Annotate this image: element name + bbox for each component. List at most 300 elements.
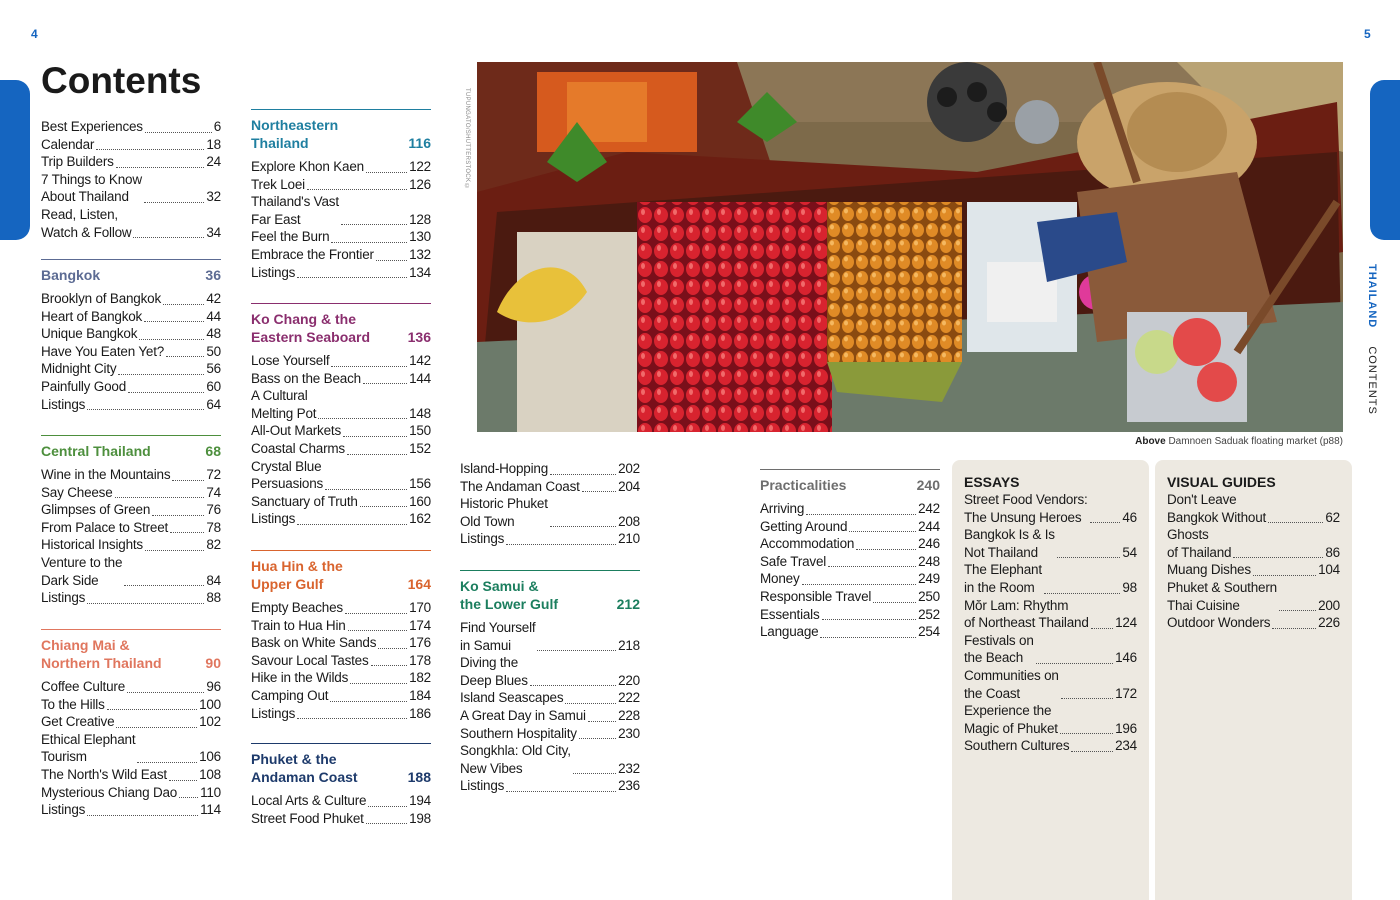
toc-entry[interactable] <box>760 553 940 571</box>
toc-entry[interactable] <box>251 687 431 705</box>
dot-leader <box>107 709 197 710</box>
toc-entry[interactable] <box>460 742 640 777</box>
toc-entry-title: Responsible Travel <box>760 588 872 604</box>
toc-entry[interactable] <box>964 526 1137 561</box>
section-page: 188 <box>407 769 431 785</box>
section-heading <box>251 110 431 152</box>
panel-title: VISUAL GUIDES <box>1167 474 1276 490</box>
toc-entry-title: Trek Loei <box>251 176 305 192</box>
toc-entry-title: Lose Yourself <box>251 353 330 368</box>
toc-entry[interactable] <box>41 731 221 766</box>
toc-entry-page: 24 <box>206 154 221 170</box>
toc-entry-page: 96 <box>206 679 221 694</box>
toc-entry[interactable] <box>251 370 431 388</box>
toc-entry[interactable] <box>41 536 221 554</box>
toc-entry-title: Diving the Deep Blues <box>460 655 528 688</box>
caption-label: Above <box>1135 436 1166 447</box>
toc-entry-page: 50 <box>206 343 221 359</box>
dot-leader <box>806 514 916 515</box>
toc-entry[interactable] <box>41 118 221 136</box>
running-header-country: THAILAND <box>1366 264 1378 329</box>
section-title: Central Thailand <box>41 443 151 459</box>
section-page: 212 <box>616 596 640 612</box>
toc-entry[interactable] <box>251 228 431 246</box>
toc-entry[interactable] <box>460 654 640 689</box>
section-heading <box>251 744 431 786</box>
dot-leader <box>124 585 204 586</box>
dot-leader <box>822 619 917 620</box>
toc-bangkok <box>41 259 221 413</box>
section-heading <box>41 436 221 460</box>
dot-leader <box>802 584 917 585</box>
toc-entry[interactable] <box>1167 491 1340 526</box>
toc-entry-title: Listings <box>41 802 86 818</box>
toc-entry[interactable] <box>460 478 640 496</box>
toc-entry-page: 196 <box>1115 720 1137 736</box>
toc-entry[interactable] <box>41 308 221 326</box>
section-title: Phuket & the Andaman Coast <box>251 751 358 785</box>
toc-entry[interactable] <box>460 777 640 795</box>
dot-leader <box>1044 593 1120 594</box>
toc-entry-page: 184 <box>409 687 431 703</box>
toc-entry-title: Train to Hua Hin <box>251 617 346 633</box>
toc-entry[interactable] <box>251 510 431 528</box>
toc-entry-page: 242 <box>918 501 940 516</box>
section-title: Practicalities <box>760 477 847 493</box>
toc-entry-title: All-Out Markets <box>251 423 342 439</box>
dot-leader <box>152 515 204 516</box>
toc-entry-page: 62 <box>1325 509 1340 525</box>
toc-entry-page: 204 <box>618 478 640 494</box>
visual-guides-panel <box>1155 460 1352 900</box>
toc-phuket <box>251 743 431 827</box>
section-title: Hua Hin & the Upper Gulf <box>251 558 343 592</box>
toc-entry[interactable] <box>251 246 431 264</box>
toc-entry[interactable] <box>1167 614 1340 632</box>
toc-entry-title: Hike in the Wilds <box>251 670 349 686</box>
toc-entry[interactable] <box>41 325 221 343</box>
toc-entry-page: 48 <box>206 326 221 342</box>
toc-entry-page: 218 <box>618 637 640 653</box>
toc-entry-page: 98 <box>1122 579 1137 595</box>
dot-leader <box>1090 522 1121 523</box>
toc-entry[interactable] <box>1167 561 1340 579</box>
toc-entry[interactable] <box>760 588 940 606</box>
toc-entry[interactable] <box>251 158 431 176</box>
toc-entry[interactable] <box>251 792 431 810</box>
toc-entry[interactable] <box>964 667 1137 702</box>
dot-leader <box>115 497 205 498</box>
toc-entry-page: 156 <box>409 476 431 492</box>
dot-leader <box>345 613 407 614</box>
dot-leader <box>828 566 916 567</box>
toc-entry-title: Outdoor Wonders <box>1167 615 1271 631</box>
section-page: 90 <box>205 655 221 671</box>
toc-entry-page: 46 <box>1122 509 1137 525</box>
toc-entry-page: 230 <box>618 725 640 741</box>
toc-entry[interactable] <box>41 766 221 784</box>
dot-leader <box>550 526 616 527</box>
dot-leader <box>1253 575 1316 576</box>
toc-entry[interactable] <box>41 153 221 171</box>
section-heading <box>41 630 221 672</box>
toc-entry[interactable] <box>964 632 1137 667</box>
toc-entry-page: 226 <box>1318 615 1340 631</box>
toc-entry[interactable] <box>41 696 221 714</box>
dot-leader <box>573 773 616 774</box>
toc-entry[interactable] <box>760 500 940 518</box>
toc-entry-title: Bass on the Beach <box>251 370 361 386</box>
toc-entry[interactable] <box>460 530 640 548</box>
section-heading <box>251 304 431 346</box>
dot-leader <box>1233 557 1323 558</box>
toc-entry-title: Camping Out <box>251 687 329 703</box>
floating-market-illustration <box>477 62 1343 432</box>
dot-leader <box>582 491 616 492</box>
toc-entry-page: 142 <box>409 353 431 368</box>
toc-entry-title: Venture to the Dark Side <box>41 554 123 588</box>
toc-entry-page: 194 <box>409 793 431 808</box>
toc-entry-title: Get Creative <box>41 714 115 730</box>
dot-leader <box>537 650 616 651</box>
toc-entry-title: Mŏr Lam: Rhythm of Northeast Thailand <box>964 597 1089 631</box>
toc-entry-title: Island-Hopping <box>460 461 549 476</box>
dot-leader <box>376 260 407 261</box>
dot-leader <box>347 454 407 455</box>
toc-entry[interactable] <box>251 176 431 194</box>
toc-entry[interactable] <box>964 702 1137 737</box>
dot-leader <box>116 167 205 168</box>
toc-entry-page: 200 <box>1318 597 1340 613</box>
toc-entry-title: Money <box>760 571 800 587</box>
toc-entry[interactable] <box>251 422 431 440</box>
toc-entry-page: 186 <box>409 705 431 721</box>
section-title: Ko Chang & the Eastern Seaboard <box>251 311 371 345</box>
toc-entry-page: 150 <box>409 423 431 439</box>
dot-leader <box>331 366 407 367</box>
dot-leader <box>378 648 407 649</box>
dot-leader <box>170 532 204 533</box>
toc-entry-title: Calendar <box>41 136 95 152</box>
toc-hua-hin <box>251 550 431 722</box>
toc-entry-page: 172 <box>1115 685 1137 701</box>
toc-entry-title: Ghosts of Thailand <box>1167 527 1232 560</box>
toc-entry[interactable] <box>251 669 431 687</box>
chapter-tab-right <box>1370 80 1400 240</box>
dot-leader <box>297 524 407 525</box>
toc-entry[interactable] <box>251 617 431 635</box>
toc-entry[interactable] <box>41 554 221 589</box>
section-page: 68 <box>205 443 221 459</box>
toc-entry-title: Embrace the Frontier <box>251 246 374 262</box>
toc-entry-title: Local Arts & Culture <box>251 793 367 808</box>
toc-entry[interactable] <box>41 589 221 607</box>
toc-entry[interactable] <box>251 652 431 670</box>
dot-leader <box>96 149 204 150</box>
toc-northeastern-thailand <box>251 109 431 281</box>
toc-entry-page: 6 <box>213 119 221 134</box>
toc-entry-page: 244 <box>918 518 940 534</box>
dot-leader <box>169 780 197 781</box>
dot-leader <box>127 692 204 693</box>
toc-entry[interactable] <box>760 623 940 641</box>
toc-entry-title: Have You Eaten Yet? <box>41 343 165 359</box>
toc-entry-page: 144 <box>409 370 431 386</box>
toc-entry[interactable] <box>41 396 221 414</box>
toc-entry[interactable] <box>41 713 221 731</box>
toc-entry[interactable] <box>1167 526 1340 561</box>
section-heading <box>41 260 221 284</box>
toc-essays <box>964 474 1137 755</box>
dot-leader <box>506 544 616 545</box>
toc-entry-title: The Andaman Coast <box>460 478 580 494</box>
toc-entry-title: Unique Bangkok <box>41 326 138 342</box>
toc-entry[interactable] <box>41 206 221 241</box>
toc-entry-page: 108 <box>199 766 221 782</box>
dot-leader <box>1071 751 1113 752</box>
toc-entry-page: 86 <box>1325 544 1340 560</box>
toc-entry-title: Listings <box>251 264 296 280</box>
toc-entry-title: Trip Builders <box>41 154 114 170</box>
toc-entry-title: Getting Around <box>760 518 848 534</box>
toc-chiang-mai <box>41 629 221 819</box>
toc-entry-title: Experience the Magic of Phuket <box>964 703 1058 736</box>
toc-entry-title: Sanctuary of Truth <box>251 493 358 509</box>
toc-entry[interactable] <box>251 458 431 493</box>
toc-entry[interactable] <box>460 725 640 743</box>
dot-leader <box>873 602 916 603</box>
toc-entry-title: Safe Travel <box>760 553 827 569</box>
section-title: Bangkok <box>41 267 101 283</box>
toc-entry-page: 228 <box>618 707 640 723</box>
toc-entry-page: 82 <box>206 537 221 553</box>
toc-entry[interactable] <box>964 491 1137 526</box>
toc-entry-title: Listings <box>41 590 86 606</box>
toc-entry[interactable] <box>964 597 1137 632</box>
toc-entry-title: Empty Beaches <box>251 600 343 615</box>
toc-entry-page: 76 <box>206 502 221 518</box>
dot-leader <box>139 339 204 340</box>
dot-leader <box>348 630 407 631</box>
dot-leader <box>179 797 198 798</box>
toc-entry-title: Essentials <box>760 606 820 622</box>
toc-entry[interactable] <box>41 784 221 802</box>
photo-credit: TUPUNGATO/SHUTTERSTOCK © <box>464 88 470 191</box>
toc-entry[interactable] <box>460 619 640 654</box>
section-page: 36 <box>205 267 221 283</box>
toc-entry[interactable] <box>760 570 940 588</box>
toc-entry-page: 64 <box>206 396 221 412</box>
toc-entry-page: 130 <box>409 229 431 245</box>
toc-entry-title: Language <box>760 624 819 640</box>
toc-entry-page: 78 <box>206 519 221 535</box>
toc-entry-page: 32 <box>206 189 221 205</box>
toc-entry[interactable] <box>41 290 221 308</box>
toc-entry-title: Street Food Vendors: The Unsung Heroes <box>964 492 1088 525</box>
section-page: 164 <box>407 576 431 592</box>
toc-entry[interactable] <box>251 705 431 723</box>
toc-entry-title: 7 Things to Know About Thailand <box>41 171 142 205</box>
page-number-right: 5 <box>1364 27 1371 41</box>
dot-leader <box>530 685 616 686</box>
toc-entry[interactable] <box>760 518 940 536</box>
toc-entry-title: To the Hills <box>41 696 105 712</box>
dot-leader <box>363 383 407 384</box>
toc-entry-page: 210 <box>618 531 640 547</box>
dot-leader <box>1036 663 1113 664</box>
chapter-tab-left <box>0 80 30 240</box>
toc-entry-title: Listings <box>460 778 505 794</box>
photo-caption <box>1100 436 1343 447</box>
toc-entry[interactable] <box>460 460 640 478</box>
toc-entry[interactable] <box>41 678 221 696</box>
toc-intro <box>41 118 221 241</box>
toc-entry[interactable] <box>41 519 221 537</box>
dot-leader <box>145 550 204 551</box>
toc-entry-title: Coastal Charms <box>251 440 345 456</box>
dot-leader <box>856 549 916 550</box>
toc-entry[interactable] <box>41 801 221 819</box>
toc-entry-page: 88 <box>206 590 221 606</box>
toc-entry-page: 208 <box>618 513 640 529</box>
toc-entry-title: Festivals on the Beach <box>964 632 1034 666</box>
toc-central-thailand <box>41 435 221 607</box>
toc-entry-page: 250 <box>918 588 940 604</box>
toc-entry[interactable] <box>251 810 431 828</box>
toc-entry-title: Brooklyn of Bangkok <box>41 291 162 306</box>
dot-leader <box>87 603 204 604</box>
toc-entry[interactable] <box>41 378 221 396</box>
toc-entry[interactable] <box>41 501 221 519</box>
toc-entry[interactable] <box>251 493 431 511</box>
dot-leader <box>371 665 408 666</box>
dot-leader <box>1279 610 1316 611</box>
toc-entry-page: 182 <box>409 670 431 686</box>
section-page: 136 <box>407 329 431 345</box>
toc-entry-title: Crystal Blue Persuasions <box>251 458 324 492</box>
dot-leader <box>820 637 916 638</box>
toc-entry-page: 124 <box>1115 615 1137 631</box>
toc-entry[interactable] <box>964 561 1137 596</box>
toc-entry-title: The North's Wild East <box>41 766 167 782</box>
toc-entry-title: Songkhla: Old City, New Vibes <box>460 743 571 776</box>
toc-entry[interactable] <box>41 136 221 154</box>
dot-leader <box>116 727 197 728</box>
dot-leader <box>1057 557 1121 558</box>
dot-leader <box>343 436 407 437</box>
dot-leader <box>366 823 407 824</box>
toc-entry[interactable] <box>460 707 640 725</box>
dot-leader <box>368 806 407 807</box>
dot-leader <box>1272 628 1316 629</box>
section-title: Chiang Mai & Northern Thailand <box>41 637 162 671</box>
toc-ko-samui <box>460 570 640 795</box>
essays-panel <box>952 460 1149 900</box>
dot-leader <box>318 418 407 419</box>
toc-entry-page: 176 <box>409 635 431 651</box>
toc-phuket-continued <box>460 460 640 548</box>
toc-entry-title: Bask on White Sands <box>251 635 377 651</box>
toc-entry[interactable] <box>251 599 431 617</box>
toc-entry-title: A Cultural Melting Pot <box>251 388 317 421</box>
toc-entry-title: Heart of Bangkok <box>41 308 143 324</box>
page-title: Contents <box>41 60 202 101</box>
section-heading <box>760 470 940 494</box>
toc-entry-page: 160 <box>409 493 431 509</box>
toc-entry-page: 114 <box>200 802 221 818</box>
toc-entry-page: 174 <box>409 617 431 633</box>
toc-entry[interactable] <box>251 387 431 422</box>
toc-entry-page: 104 <box>1318 562 1340 578</box>
dot-leader <box>297 718 407 719</box>
toc-entry[interactable] <box>251 352 431 370</box>
toc-entry[interactable] <box>251 193 431 228</box>
dot-leader <box>166 356 204 357</box>
section-heading <box>251 551 431 593</box>
toc-entry-title: Painfully Good <box>41 378 127 394</box>
toc-entry-page: 254 <box>918 624 940 640</box>
toc-entry-page: 170 <box>409 600 431 615</box>
toc-entry-page: 148 <box>409 405 431 421</box>
dot-leader <box>350 683 407 684</box>
section-page: 116 <box>408 135 431 151</box>
toc-entry[interactable] <box>41 466 221 484</box>
toc-entry[interactable] <box>460 495 640 530</box>
running-header-section: CONTENTS <box>1366 346 1378 415</box>
toc-entry-title: Coffee Culture <box>41 679 126 694</box>
toc-entry[interactable] <box>41 171 221 206</box>
toc-entry-page: 56 <box>206 361 221 377</box>
toc-entry[interactable] <box>460 689 640 707</box>
toc-entry-page: 84 <box>206 572 221 588</box>
toc-entry[interactable] <box>41 360 221 378</box>
toc-entry-title: Savour Local Tastes <box>251 652 369 668</box>
toc-entry-page: 122 <box>409 159 431 174</box>
toc-entry[interactable] <box>251 264 431 282</box>
toc-entry-title: Island Seascapes <box>460 690 564 706</box>
toc-entry-page: 246 <box>918 536 940 552</box>
toc-entry-page: 236 <box>618 778 640 794</box>
toc-entry[interactable] <box>251 440 431 458</box>
running-header <box>1366 264 1378 415</box>
toc-entry-title: Thailand's Vast Far East <box>251 194 339 227</box>
dot-leader <box>144 202 205 203</box>
toc-entry[interactable] <box>41 343 221 361</box>
toc-entry-page: 198 <box>409 810 431 826</box>
toc-entry-page: 126 <box>409 176 431 192</box>
toc-entry-page: 220 <box>618 672 640 688</box>
toc-entry[interactable] <box>964 737 1137 755</box>
dot-leader <box>163 304 204 305</box>
toc-entry-title: Say Cheese <box>41 484 113 500</box>
toc-entry[interactable] <box>251 634 431 652</box>
toc-entry-page: 222 <box>618 690 640 706</box>
toc-entry[interactable] <box>1167 579 1340 614</box>
toc-entry-title: Ethical Elephant Tourism <box>41 731 136 765</box>
caption-text: Damnoen Saduak floating market (p88) <box>1168 436 1343 447</box>
toc-entry-page: 152 <box>409 440 431 456</box>
section-title: Ko Samui & the Lower Gulf <box>460 578 558 612</box>
toc-entry-title: Arriving <box>760 501 805 516</box>
toc-entry[interactable] <box>760 606 940 624</box>
dot-leader <box>137 762 197 763</box>
toc-entry[interactable] <box>41 484 221 502</box>
toc-entry[interactable] <box>760 535 940 553</box>
toc-entry-page: 34 <box>206 224 221 240</box>
toc-entry-title: Communities on the Coast <box>964 667 1059 701</box>
toc-entry-page: 232 <box>618 760 640 776</box>
dot-leader <box>307 189 407 190</box>
